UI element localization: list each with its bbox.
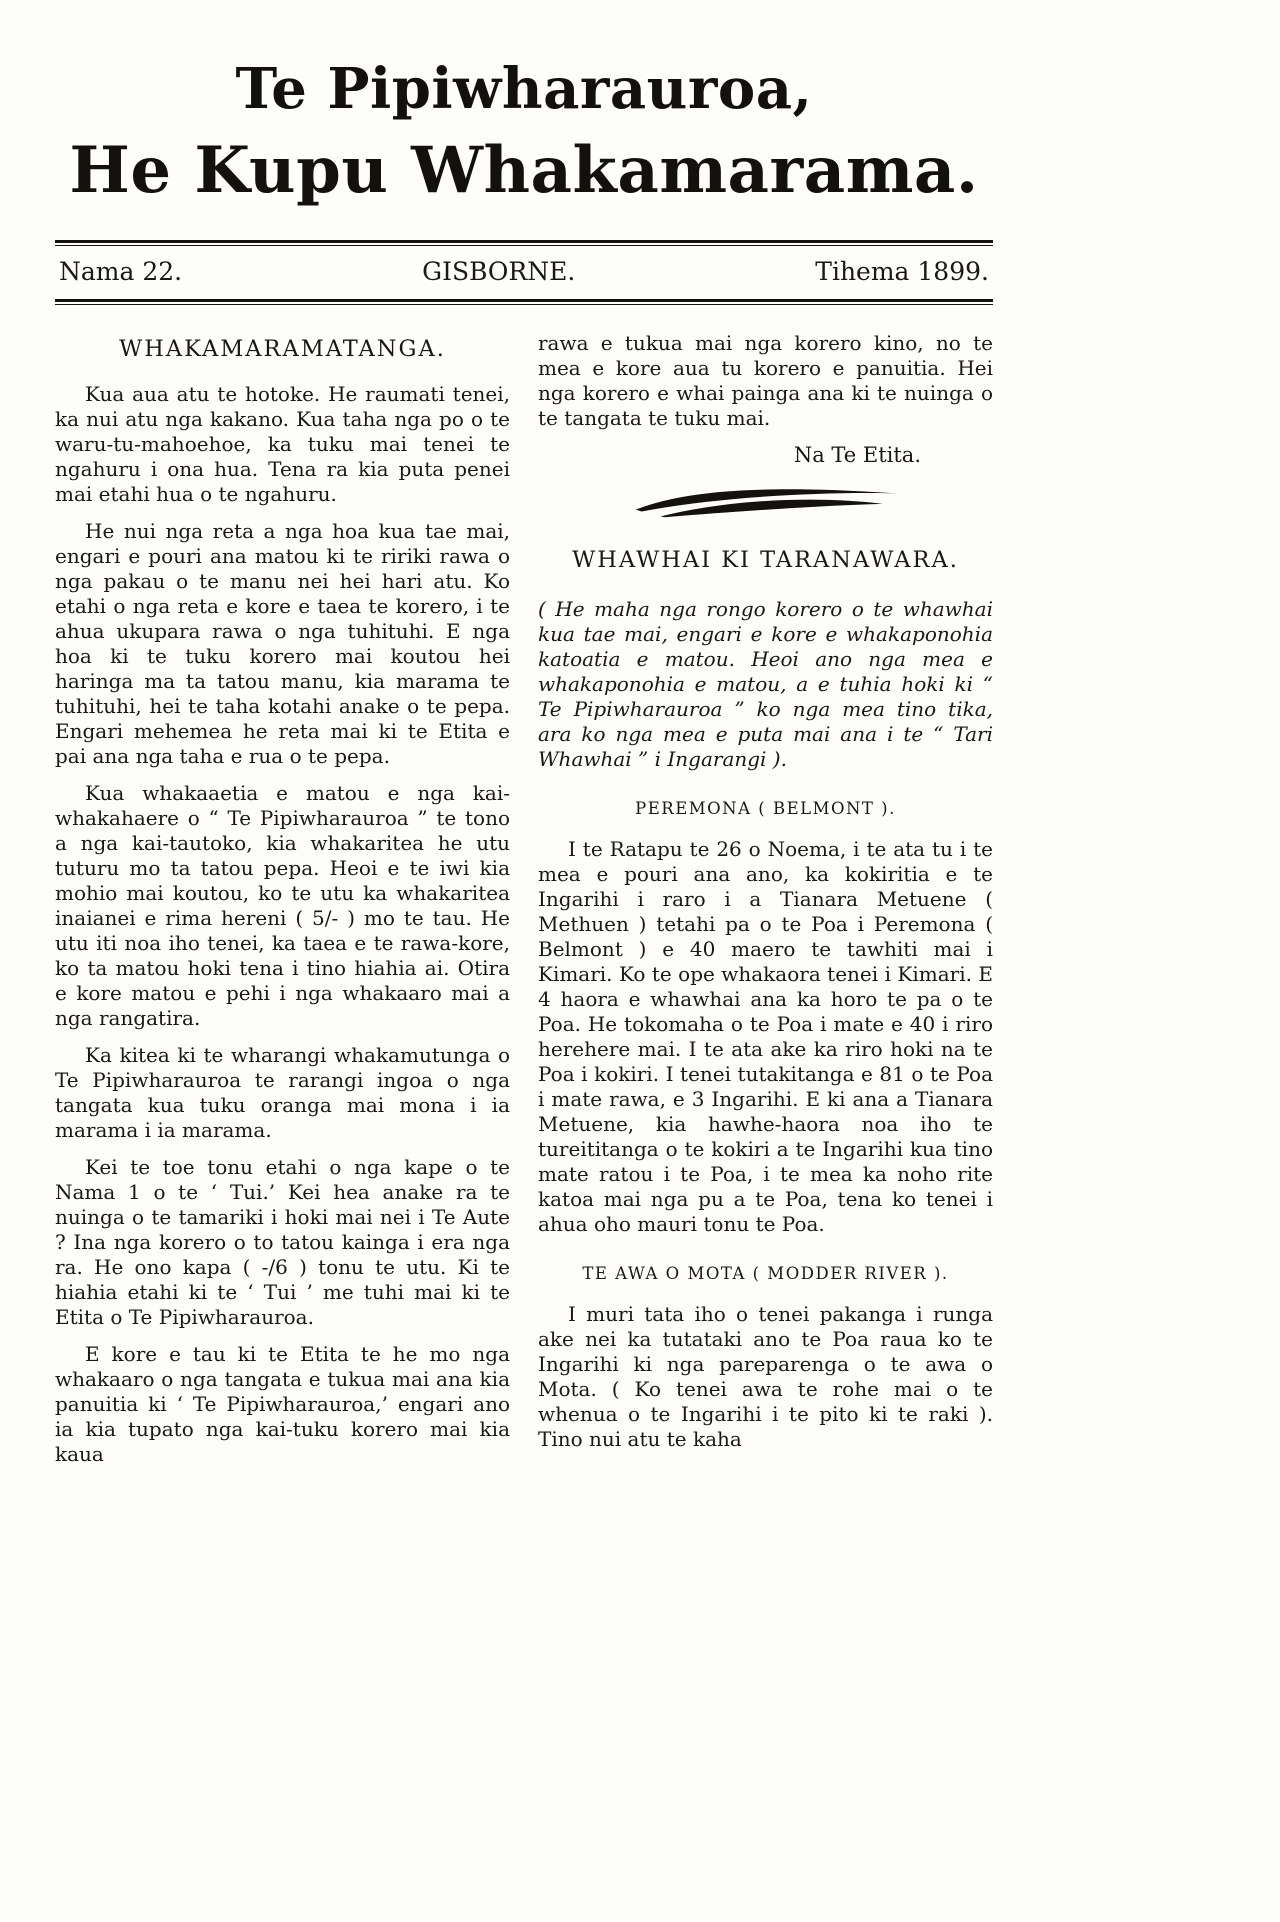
paragraph: Kua whakaaetia e matou e nga kai-whakahaere o “ Te Pipiwharauroa ” te tono a nga kai-tautoko, kia whakaritea he utu tuturu mo ta tatou pepa. Heoi e te iwi kia mohio mai koutou, ko te utu ka whakaritea inaianei e rima hereni ( 5/- ) mo te tau. He utu iti noa iho tenei, ka taea e te rawa-kore, ko ta matou hoki tena i tino hiahia ai. Otira e kore matou e pehi i nga whakaaro mai a nga rangatira. xyxy=(55,780,510,1030)
paragraph: I muri tata iho o tenei pakanga i runga ake nei ka tutataki ano te Poa raua ko te Ingarihi ki nga pareparenga o te awa o Mota. ( Ko tenei awa te rohe mai o te whenua o te Ingarihi i te pito ki te raki ). Tino nui atu te kaha xyxy=(538,1301,993,1451)
editor-signature: Na Te Etita. xyxy=(793,442,921,467)
paragraph: E kore e tau ki te Etita te he mo nga whakaaro o nga tangata e tukua mai ana kia panuitia ki ‘ Te Pipiwharauroa,’ engari ano ia kia tupato nga kai-tuku korero mai kia kaua xyxy=(55,1341,510,1466)
paper-title-line1: Te Pipiwharauroa, xyxy=(235,56,813,122)
article-intro: ( He maha nga rongo korero o te whawhai kua tae mai, engari e kore e whakaponohia katoatia e matou. Heoi ano nga mea e whakaponohia e matou, a e tuhia hoki ki “ Te Pipiwharauroa ” ko nga mea tino tika, ara ko nga mea e puta mai ana i te “ Tari Whawhai ” i Ingarangi ). xyxy=(538,596,993,771)
issue-number: Nama 22. xyxy=(59,256,183,286)
masthead xyxy=(55,56,993,305)
printed-area xyxy=(55,0,993,1479)
issue-date: Tihema 1899. xyxy=(815,256,989,286)
paragraph: Kua aua atu te hotoke. He raumati tenei, ka nui atu nga kakano. Kua taha nga po o te waru-tu-mahoehoe, ka tuku mai tenei te ngahuru i ona hua. Tena ra kia puta penei mai etahi hua o te ngahuru. xyxy=(55,381,510,506)
flourish-divider-icon xyxy=(538,484,993,524)
article-heading: WHAWHAI KI TARANAWARA. xyxy=(572,546,959,573)
paragraph: I te Ratapu te 26 o Noema, i te ata tu i te mea e pouri ana ano, ka kokiritia e te Ingarihi i raro i a Tianara Metuene ( Methuen ) tetahi pa o te Poa i Peremona ( Belmont ) e 40 maero te tawhiti mai i Kimari. Ko te ope whakaora tenei i Kimari. E 4 haora e whawhai ana ka horo te pa o te Poa. He tokomaha o te Poa i mate e 40 i riro herehere mai. I te ata ake ka riro hoki na te Poa i kokiri. I tenei tutakitanga e 81 o te Poa i mate rawa, e 3 Ingarihi. E ki ana a Tianara Metuene, kia hawhe-haora noa iho te tureititanga o te kokiri a te Ingarihi kua tino mate ratou i te Poa, i te mea ka noho rite katoa mai nga pu a te Poa, tena ko tenei i ahua oho mauri tonu te Poa. xyxy=(538,836,993,1236)
paper-title xyxy=(55,56,993,210)
masthead-rule-bottom xyxy=(55,299,993,305)
place-name: GISBORNE. xyxy=(422,256,576,286)
body-columns xyxy=(55,331,993,1479)
paragraph: Kei te toe tonu etahi o nga kape o te Nama 1 o te ‘ Tui.’ Kei hea anake ra te nuinga o te tamariki i hoki mai nei i Te Aute ? Ina nga korero o to tatou kainga i era nga ra. He ono kapa ( -/6 ) tonu te utu. Ki te hiahia etahi ki te ‘ Tui ’ me tuhi mai ki te Etita o Te Pipiwharauroa. xyxy=(55,1154,510,1329)
issue-line xyxy=(55,246,993,299)
paper-title-line2: He Kupu Whakamarama. xyxy=(69,133,979,209)
paragraph: Ka kitea ki te wharangi whakamutunga o Te Pipiwharauroa te rarangi ingoa o nga tangata kua tuku oranga mai mona i ia marama i ia marama. xyxy=(55,1042,510,1142)
right-column xyxy=(538,331,993,1479)
paragraph: He nui nga reta a nga hoa kua tae mai, engari e pouri ana matou ki te ririki rawa o nga pakau o te manu nei hei hari atu. Ko etahi o nga reta e kore e taea te korero, i te ahua ukupara rawa o nga tuhituhi. E nga hoa ki te tuku korero mai koutou hei haringa ma ta tatou manu, kia marama te tuhituhi, hei te taha kotahi anake o te pepa. Engari mehemea he reta mai ki te Etita e pai ana nga taha e rua o te pepa. xyxy=(55,518,510,768)
editorial-heading: WHAKAMARAMATANGA. xyxy=(119,335,446,362)
paragraph-continuation: rawa e tukua mai nga korero kino, no te mea e kore aua tu korero e panuitia. Hei nga korero e whai painga ana ki te nuinga o te tangata te tuku mai. xyxy=(538,330,993,430)
subheading-belmont: PEREMONA ( BELMONT ). xyxy=(635,798,896,818)
left-column xyxy=(55,331,510,1479)
subheading-modder-river: TE AWA O MOTA ( MODDER RIVER ). xyxy=(582,1263,949,1283)
